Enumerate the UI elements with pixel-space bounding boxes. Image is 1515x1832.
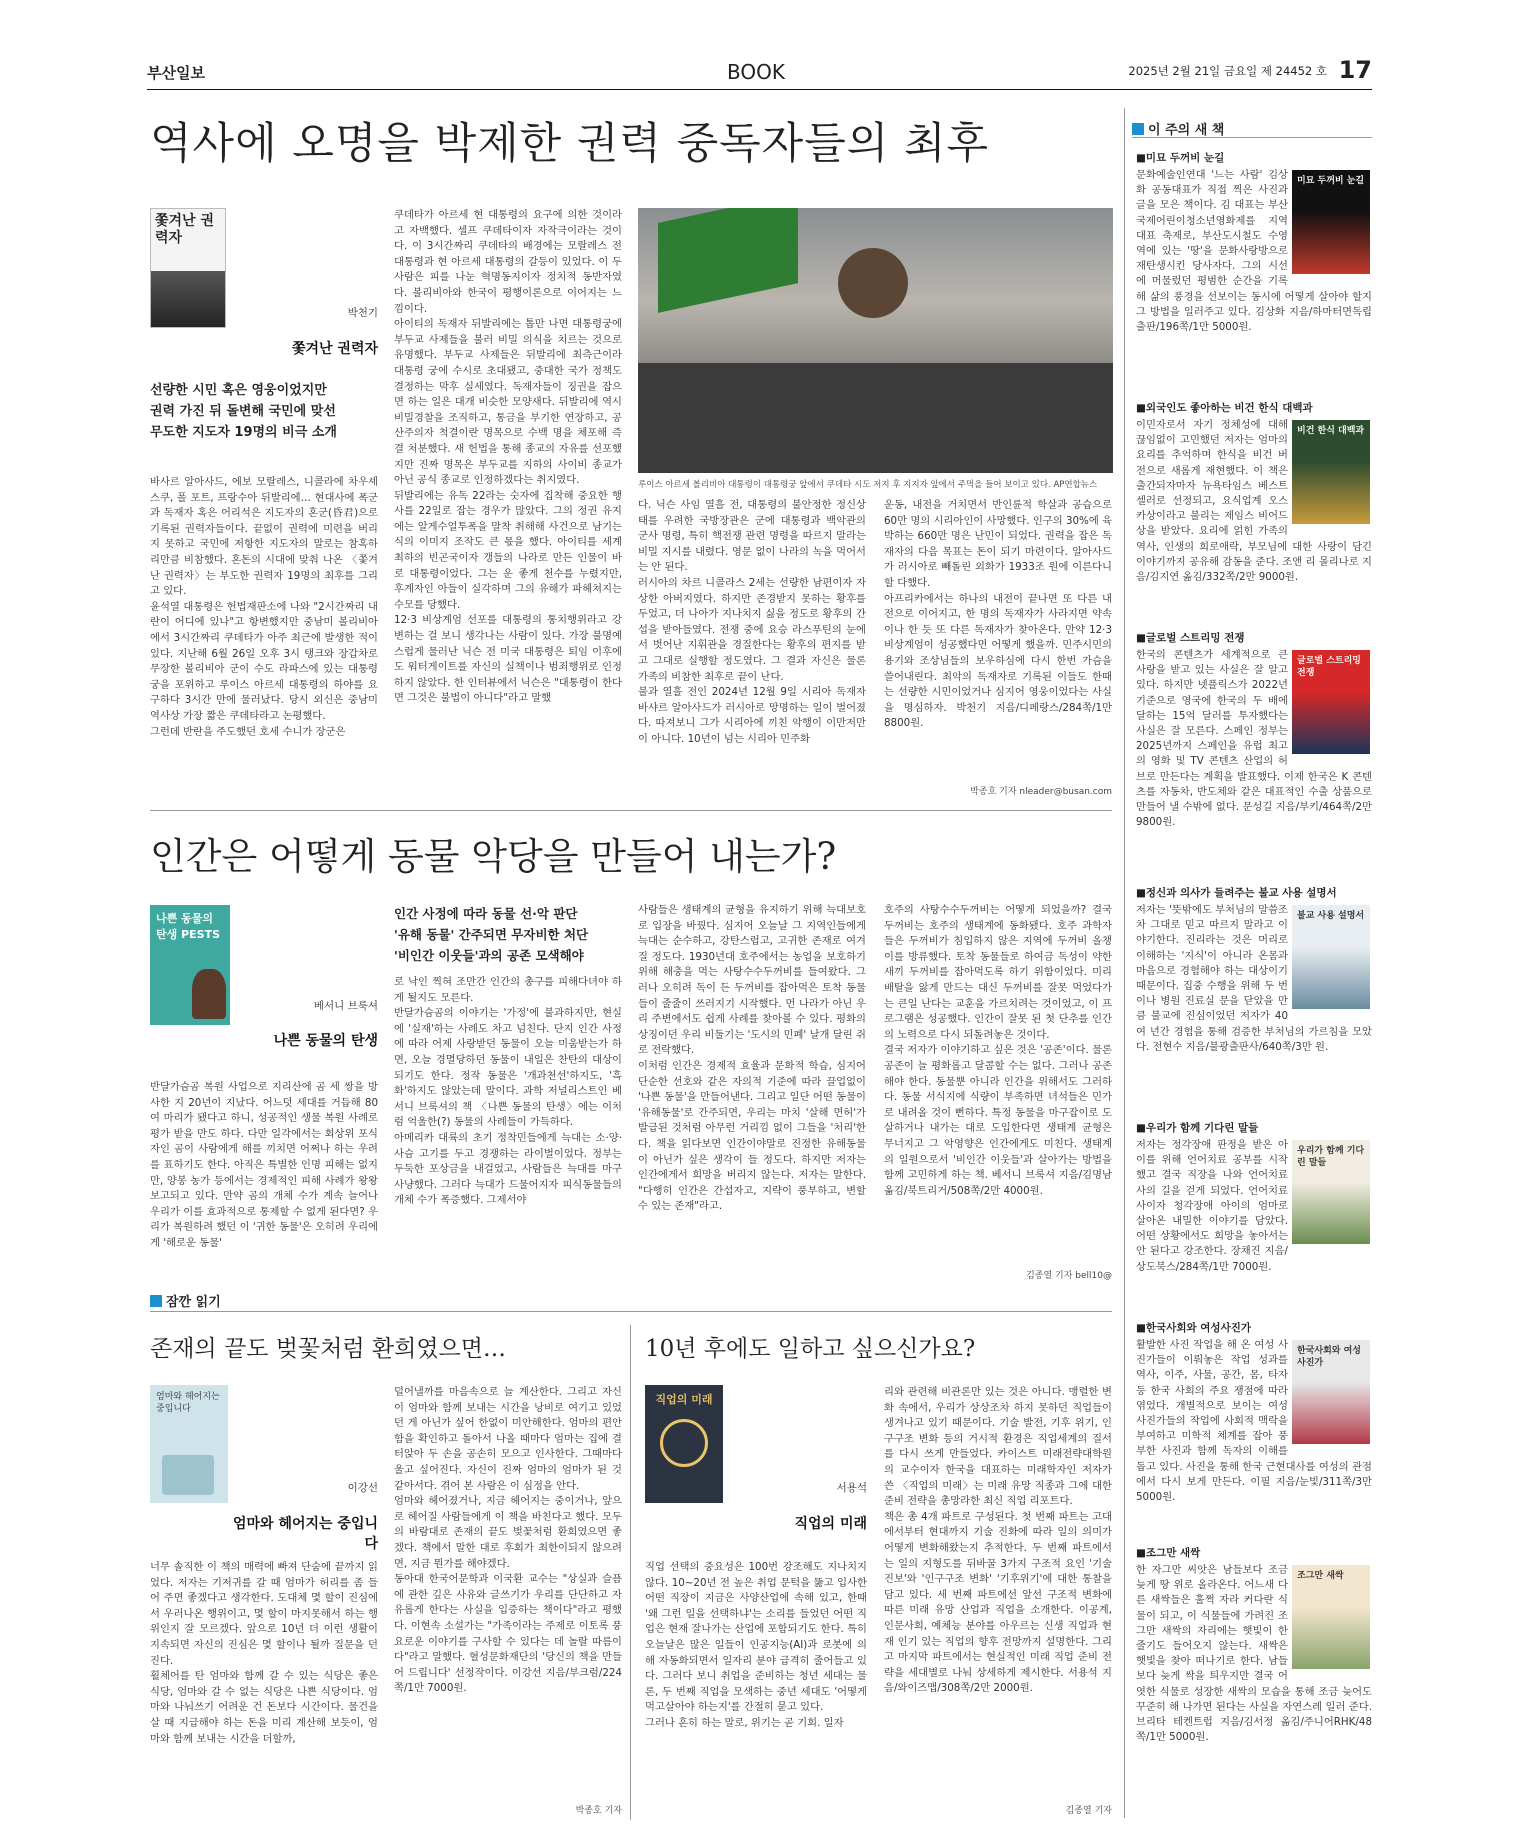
sidebar-title: 이 주의 새 책 — [1148, 123, 1225, 138]
a2-book-title: 나쁜 동물의 탄생 — [273, 1033, 378, 1049]
a3-cover-illustration — [162, 1455, 214, 1495]
sidebar-cover-text: 한국사회와 여성사진가 — [1297, 1346, 1361, 1368]
a1-author: 박천기 — [347, 307, 378, 319]
a4-cover-text: 직업의 미래 — [655, 1393, 713, 1406]
sidebar-cover-text: 비건 한식 대백과 — [1297, 426, 1365, 436]
a2-headline: 인간은 어떻게 동물 악당을 만들어 내는가? — [150, 835, 837, 878]
a3-col2: 덜어낼까를 마음속으로 늘 계산한다. 그리고 자신이 엄마와 함께 보내는 시간을 낭비로 여기고 있었던 게 아닌가 싶어 한없이 미안해한다. 엄마의 편안함을 확인하고 돌아서 나올 때마다 엄마는 집에 결터앉아 두 손을 공손히 모으고 인사한다. 그때마다 울고 싶어진다. 자신이 진짜 엄마의 엄마가 된 것 같아서다. 겪어 본 사람은 이 심정을 안다. 엄마와 헤어졌거나, 지금 헤어지는 중이거나, 앞으로 헤어질 사람들에게 이 책을 바친다고 했다. 모두의 바람대로 존재의 끝도 벚꽃처럼 환희였으면 좋겠다. 책에서 말한 대로 후회가 최한이되지 않으려면, 지금 뭔가를 해야겠다. 동아대 한국어문학과 이국환 교수는 "상실과 슬픔에 관한 깊은 사유와 글쓰기가 우리를 단단하고 자유롭게 한다는 사실을 입증하는 책이다"라고 평했다. 이현속 소설가는 "가족이라는 주제로 이토록 풍요로운 이야기를 구사할 수 있다는 데 놀랄 따름이다"라고 말했다. 혈성문화재단의 '당신의 책을 만들어 드립니다' 선정작이다. 이강선 지음/부크럼/224쪽/1만 7000원. — [394, 1386, 622, 1695]
paper-name: 부산일보 — [147, 65, 205, 82]
a4-book-cover — [645, 1385, 723, 1503]
sidebar-item-text — [1136, 1338, 1372, 1548]
sidebar-item-title: ■한국사회와 여성사진가 — [1136, 1322, 1252, 1334]
sidebar-divider — [1124, 108, 1125, 1818]
page-number: 17 — [1338, 56, 1372, 84]
sidebar-cover-text: 미묘 두꺼비 눈길 — [1297, 176, 1365, 186]
sidebar-item-text — [1136, 903, 1372, 1123]
sidebar-cover-spacer — [1288, 903, 1372, 1011]
sidebar-item-title: ■조그만 새싹 — [1136, 1547, 1201, 1559]
a1-cover-title: 쫓겨난 권력자 — [151, 209, 225, 271]
sidebar-cover-text: 우리가 함께 기다린 말들 — [1297, 1146, 1365, 1168]
a1-col2: 쿠데타가 아르세 현 대통령의 요구에 의한 것이라고 자백했다. 셀프 쿠데타이자 자작극이라는 것이다. 이 3시간짜리 쿠데타의 배경에는 모랄레스 전 대통령과 현 아르세 대통령의 갈등이 있었다. 이 두 사람은 피를 나눈 혁명동지이자 정치적 동반자였다. 볼리비아와 한국이 평행이론으로 이어지는 느낌이다. 아이티의 독재자 뒤발리에는 톱만 나면 대통령궁에 부두교 사제들을 불러 비밀 의식을 치르는 것으로 유명했다. 부두교 사제들은 뒤발리에 최측근이라 대통령 궁에 수시로 초대됐고, 중대한 국가 정책도 결정하는 막후 실세였다. 독재자들이 징권을 잡으면 하는 일은 대개 비슷한 모양새다. 뒤발리에 역시 비밀경찰을 조직하고, 통금을 부기한 연장하고, 공산주의자 척결이란 명목으로 수백 명을 체포해 즉결 처분했다. 새 헌법을 통해 종교의 자유를 선포했지만 진짜 명목은 부두교를 지하의 사이비 종교가 아닌 공식 종교로 인정하겠다는 취지였다. 뒤발리에는 유독 22라는 숫자에 집착해 중요한 행사를 22일로 잡는 경우가 많았다. 그의 정권 유지에는 알게수얼투폭을 말착 취해해 사건으로 남기는 식의 이미지 조작도 큰 몫을 했다. 아이티를 세계 최하의 빈곤국이자 갱들의 나라로 만든 인물이 바로 대통령이었다. 그는 운 좋게 천수를 누렸지만, 후계자인 아들이 실각하며 그의 유해가 파헤쳐지는 수모를 당했다. 12·3 비상계엄 선포를 대통령의 통치행위라고 강변하는 걸 보니 생각나는 사람이 있다. 가장 불명예스럽게 물러난 닉슨 전 미국 대통령은 퇴임 이후에도 워터게이트를 자신의 실책이나 범죄행위로 인정하지 않았다. 한 인터뷰에서 닉슨은 "대통령이 한다면 그것은 불법이 아니다"라고 말했 — [394, 209, 622, 705]
a1-cover-photo — [151, 271, 225, 328]
section-label-bar — [150, 1290, 1112, 1312]
sidebar-item-body: 문화예술인연대 '느는 사람' 김상화 공동대표가 직접 찍은 사진과 글을 모은 책이다. 김 대표는 부산국제어린이청소년영화제를 지역 대표 축제로, 부산도시철도 수영역에 있는 '땅'을 문화사랑방으로 재탄생시킨 당사자다. 그의 시선에 머물렀던 평범한 순간을 기록해 삶의 풍경을 선보이는 동시에 어떻게 살아야 할지 그 방법을 일러주고 있다. 김상화 지음/하마터면독립출판/196쪽/1만 5000원. — [1136, 169, 1372, 334]
a3-book-cover — [150, 1385, 228, 1503]
a1-caption-text: 루이스 아르세 볼리비아 대통령이 대통령궁 앞에서 쿠데타 시도 저지 후 지지자 앞에서 주먹을 들어 보이고 있다. — [638, 480, 1051, 490]
sidebar-item-body: 한 자그만 씨앗은 남들보다 조금 늦게 땅 위로 올라온다. 어느새 다른 새싹들은 훌쩍 자라 커다란 식물이 되고, 이 식물들에 가려진 조그만 새싹의 자리에는 햇빛이 한 줄기도 들어오지 않는다. 새싹은 햇빛을 찾아 떠나기로 한다. 남들보다 늦게 싹을 틔우지만 결국 어엿한 식물로 성장한 새싹의 모습을 통해 조금 늦어도 꾸준히 해 나가면 된다는 사실을 자연스레 일러 준다. 브리타 테켄트럽 지음/김서정 옮김/주니어RHK/48쪽/1만 5000원. — [1136, 1564, 1372, 1744]
sidebar-cover-spacer — [1288, 1138, 1372, 1246]
a1-col4: 운동, 내전을 거치면서 반인륜적 학살과 공습으로 60만 명의 시리아인이 사망했다. 인구의 30%에 육박하는 660만 명은 난민이 되었다. 권력을 잡은 독재자의 다음 목표는 돈이 되기 마련이다. 알아사드가 러시아로 빼돌린 외화가 1933조 원에 이른다니 할 다했다. 아프리카에서는 하나의 내전이 끝나면 또 다른 내전으로 이어지고, 한 명의 독재자가 사라지면 약속이나 한 듯 또 다른 독재자가 찾아온다. 만약 12·3 비상계엄이 성공했다면 어떻게 했을까. 민주시민의 용기와 조상님들의 보우하심에 다시 한번 가슴을 쓸어내린다. 최악의 독재자로 기록된 이들도 한때는 선량한 시민이었거나 심지어 영웅이었다는 사실을 명심하자. 박천기 지음/디페랑스/284쪽/1만 8800원. — [884, 499, 1112, 730]
a2-cover-text: 나쁜 동물의 탄생 PESTS — [156, 912, 221, 941]
a3-headline: 존재의 끝도 벚꽃처럼 환희였으면… — [150, 1336, 506, 1362]
sidebar-cover-spacer — [1288, 1338, 1372, 1446]
a2-sub-2: '유해 동물' 간주되면 무자비한 처단 — [394, 927, 589, 942]
a2-byline: 김종열 기자 bell10@ — [1026, 1271, 1112, 1281]
section-marker-icon — [150, 1295, 162, 1307]
a2-col2: 로 낙인 찍혀 조만간 인간의 총구를 피해다녀야 하게 될지도 모른다. 반달가슴곰의 이야기는 '가정'에 불과하지만, 현실에 '실재'하는 사례도 차고 넘친다. 단지 인간 사정에 따라 어제 사랑받던 동물이 오늘 미움받는가 하면, 오늘 경멸당하던 동물이 내일은 찬탄의 대상이 되기도 한다. 정작 동물은 '개과천선'하지도, '흑화'하지도 않았는데 말이다. 과학 저널리스트인 베서니 브룩셔의 책 〈나쁜 동물의 탄생〉에는 이처럼 억울한(?) 동물의 사례들이 가득하다. 아메리카 대륙의 초기 정착민들에게 늑대는 소·양·사슴 고기를 두고 경쟁하는 라이벌이었다. 정부는 두둑한 포상금을 내걸었고, 사람들은 늑대를 마구 사냥했다. 그러다 늑대가 드물어지자 피식동물들의 개체 수가 폭증했다. 그제서야 — [394, 976, 622, 1207]
a1-col3: 다. 닉슨 사임 열흘 전, 대통령의 불안정한 정신상태를 우려한 국방장관은 군에 대통령과 백악관의 군사 명령, 특히 핵전쟁 관련 명령을 따르지 말라는 비밀 지시를 내렸다. 영문 없이 나라의 녹을 먹어서는 안 된다. 러시아의 차르 니콜라스 2세는 선량한 남편이자 자상한 아버지였다. 하지만 존경받지 못하는 황후를 두었고, 더 나아가 지나치지 싫을 정도로 황후의 간섭을 받아들였다. 전쟁 중에 요승 라스푸틴의 눈에서 벗어난 지휘관을 경질한다는 황후의 편지를 받고 그대로 실행할 정도였다. 그 결과 자신은 물론 가족의 비참한 최후로 끝이 난다. 불과 열흘 전인 2024년 12월 9일 시리아 독재자 바샤르 알아사드가 러시아로 망명하는 일이 벌어졌다. 따져보니 그가 시리아에 끼친 악행이 이만저만이 아니다. 10년이 넘는 시리아 민주화 — [638, 499, 866, 745]
a4-byline: 김종열 기자 — [1065, 1806, 1112, 1816]
a3-book-title: 엄마와 헤어지는 중입니다 — [233, 1516, 378, 1552]
a1-col1: 바사르 알아사드, 에보 모랄레스, 니콜라에 차우셰스쿠, 폴 포트, 프랑수아 뒤발리에… 현대사에 폭군과 독재자 혹은 어리석은 지도자의 혼군(昏君)으로 기록된 권력자들이다. 끝없이 권력에 미련을 버리지 못하고 국민에 저항한 지도자의 말로는 참혹하리만큼 비참했다. 혼돈의 시대에 맞춰 나온 〈쫓겨난 권력자〉는 부도한 권력자 19명의 최후를 그리고 있다. 윤석열 대통령은 헌법재판소에 나와 "2시간짜리 내란이 어디에 있나"고 항변했지만 중남미 볼리비아에서 3시간짜리 쿠데타가 아주 최근에 발생한 적이 있다. 지난해 6월 26일 오후 3시 탱크와 장갑차로 무장한 볼리비아 군이 수도 라파스에 있는 대통령궁을 포위하고 루이스 아르세 대통령의 하야를 요구하다 3시간 만에 물러났다. 당시 외신은 중남미 역사상 가장 짧은 쿠데타라고 논평했다. 그런데 반란을 주도했던 호세 수니가 장군은 — [150, 476, 378, 738]
sidebar-cover-text: 불교 사용 설명서 — [1297, 911, 1365, 921]
a1-headline: 역사에 오명을 박제한 권력 중독자들의 최후 — [150, 119, 990, 169]
a4-author: 서용석 — [836, 1482, 867, 1494]
section-name: BOOK — [727, 60, 785, 84]
divider-1 — [150, 810, 1112, 811]
a2-book-cover — [150, 905, 230, 1025]
a1-photo-figure — [838, 248, 908, 318]
sidebar-cover-spacer — [1288, 418, 1372, 526]
sidebar-item-title: ■미묘 두꺼비 눈길 — [1136, 152, 1225, 164]
a1-photo-credit: AP연합뉴스 — [1053, 480, 1098, 490]
a1-sub-3: 무도한 지도자 19명의 비극 소개 — [150, 425, 337, 440]
section-label: 잠깐 읽기 — [166, 1295, 221, 1310]
a3-cover-text: 엄마와 헤어지는 중입니다 — [156, 1392, 220, 1414]
sidebar-item-body: 저자는 정각장애 판정을 받은 아이를 위해 언어치료 공부를 시작했고 결국 직장을 나와 언어치료사의 길을 걷게 되었다. 언어치료사이자 청각장애 아이의 엄마로 살아온 내밀한 이야기를 담았다. 어떤 상황에서도 희망을 놓아서는 안 된다고 강조한다. 장채진 지음/상도북스/284쪽/1만 7000원. — [1136, 1139, 1288, 1273]
a3-author: 이강선 — [347, 1482, 378, 1494]
a2-author: 베서니 브룩셔 — [313, 1000, 378, 1012]
a4-col1: 직업 선택의 중요성은 100번 강조해도 지나치지 않다. 10~20년 전 높은 취업 문턱을 뚫고 입사한 어떤 직장이 지금은 사양산업에 속해 있고, 한때 '왜 그런 일을 선택하냐'는 소리를 들었던 어떤 직업은 현재 잘나가는 산업에 포함되기도 한다. 특히 오늘날은 많은 일들이 인공지능(AI)과 로봇에 의해 자동화되면서 일자리 분야 급격히 줄어들고 있다. 그러다 보니 취업을 준비하는 청년 세대는 물론, 두 번째 직업을 모색하는 중년 세대도 '어떻게 먹고살아야 하는지'를 간절히 묻고 있다. 그러나 흔히 하는 말로, 위기는 곧 기회. 일자 — [645, 1561, 867, 1729]
a2-sub-1: 인간 사정에 따라 동물 선·악 판단 — [394, 906, 578, 921]
a2-sub-3: '비인간 이웃들'과의 공존 모색해야 — [394, 948, 584, 963]
a4-cover-emblem — [660, 1419, 708, 1467]
a2-cover-bear — [192, 969, 226, 1019]
a1-caption — [638, 478, 1113, 490]
sidebar-cover-spacer — [1288, 168, 1372, 276]
a1-photo-crowd — [638, 363, 1113, 473]
a1-subheads — [150, 380, 380, 443]
sidebar-cover-text: 글로벌 스트리밍 전쟁 — [1297, 656, 1361, 678]
sidebar-item-text — [1136, 168, 1372, 403]
sidebar-header — [1132, 118, 1372, 138]
a1-photo-flag — [658, 208, 798, 313]
sidebar-item-text — [1136, 648, 1372, 888]
a1-sub-2: 권력 가진 뒤 돌변해 국민에 맞선 — [150, 404, 336, 419]
a3-byline: 박종호 기자 — [575, 1806, 622, 1816]
a2-col3: 사람들은 생태계의 균형을 유지하기 위해 늑대보호로 입장을 바꿨다. 심지어 오늘날 그 지역인들에게 늑대는 순수하고, 강탄스럽고, 고귀한 존재로 여겨질 정도다. 1930년대 호주에서는 농업을 보호하기 위해 해충을 먹는 사탕수수두꺼비를 들여왔다. 그러나 오히려 독이 든 두꺼비를 잡아먹은 토착 동물들이 줄줄이 쓰러지기 시작했다. 먼 나라가 아닌 우리 주변에서도 쉽게 사례를 찾아볼 수 있다. 평화의 상징이던 우리 비둘기는 '도시의 민폐' 날개 달린 쥐로 전락했다. 이처럼 인간은 경제적 효율과 문화적 학습, 심지어 단순한 선호와 같은 자의적 기준에 따라 끌업없이 '나쁜 동물'을 만들어낸다. 그리고 일단 어떤 동물이 '유해동물'로 간주되면, 우리는 마치 '살해 면허'가 발급된 것처럼 아무런 거리낌 없이 그들을 '처리'한다. 책을 읽다보면 인간이야말로 진정한 유해동물이 아닌가 싶은 생각이 들 정도다. 하지만 저자는 인간에게서 희망을 버리지 않는다. 저자는 말한다. "다행히 인간은 간섭자고, 지략이 풍부하고, 변할 수 있는 존재"라고. — [638, 904, 866, 1213]
a4-col2: 리와 관련해 비관론만 있는 것은 아니다. 맹렬한 변화 속에서, 우리가 상상조차 하지 못하던 직업들이 생겨나고 있기 때문이다. 기술 발전, 기후 위기, 인구구조 변화 등의 거시적 환경은 직업세계의 질서를 다시 쓰게 만들었다. 카이스트 미래전략대학원의 교수이자 한국을 대표하는 미래학자인 저자가 쓴 〈직업의 미래〉는 미래 유망 직종과 그에 대한 준비 전략을 총망라한 최신 직업 리포트다. 책은 총 4개 파트로 구성된다. 첫 번째 파트는 고대에서부터 현대까지 기술 진화에 따라 일의 의미가 어떻게 변화해왔는지 추적한다. 두 번째 파트에서는 일의 지형도를 뒤바꿀 3가지 구조적 요인 '기술 진보'와 '인구구조 변화' '기후위기'에 대한 통찰을 담고 있다. 세 번째 파트에선 앞선 구조적 변화에 따른 미래 유망 산업과 직업을 소개한다. 이공계, 인문사회, 예체능 분야를 아우르는 신생 직업과 현재 인기 있는 직업의 향후 전망까지 설명한다. 그리고 마지막 파트에서는 현실적인 미래 직업 준비 전략을 세대별로 나눠 상세하게 제시한다. 서용석 지음/와이즈맵/308쪽/2만 2000원. — [884, 1386, 1112, 1695]
sidebar-item-title: ■정신과 의사가 들려주는 불교 사용 설명서 — [1136, 887, 1337, 899]
sidebar-item-title: ■글로벌 스트리밍 전쟁 — [1136, 632, 1245, 644]
issue-date: 2025년 2월 21일 금요일 제 24452 호 — [1128, 64, 1327, 78]
a4-book-title: 직업의 미래 — [794, 1516, 867, 1532]
sidebar-item-body: 저자는 '뜻밖에도 부처님의 말씀조차 그대로 믿고 따르지 말라고 이야기한다. 진리라는 것은 머리로 이해하는 '지식'이 아니라 온몸과 마음으로 경험해야 하는 대상이기 때문이다. 집중 수행을 위해 두 번이나 병원 진료실 문을 닫았을 만큼 불교에 진심이었던 저자가 40여 년간 경험을 통해 검증한 부처님의 가르침을 모았다. 전현수 지음/불광출판사/640쪽/3만 원. — [1136, 904, 1372, 1053]
sidebar-item-text — [1136, 1138, 1372, 1323]
a1-book-cover — [150, 208, 226, 328]
sidebar-item-text — [1136, 418, 1372, 633]
masthead — [147, 56, 1372, 90]
sidebar-cover-spacer — [1288, 1563, 1372, 1671]
sidebar-item-text — [1136, 1563, 1372, 1832]
a2-subheads — [394, 903, 622, 966]
a1-sub-1: 선량한 시민 혹은 영웅이었지만 — [150, 383, 327, 398]
sidebar-item-body: 한국의 콘텐츠가 세계적으로 큰 사랑을 받고 있는 사실은 잘 알고 있다. 하지만 넷플릭스가 2022년 기준으로 영국에 한국의 두 배에 달하는 15억 달러를 투자했다는 사실은 잘 모른다. 스페인 정부는 2025년까지 스페인을 유럽 최고의 영화 및 TV 콘텐츠 산업의 허브로 만든다는 계획을 발표했다. 이제 한국은 K 콘텐츠를 자동차, 반도체와 같은 대표적인 수출 상품으로 만들어 낼 수밖에 없다. 문성길 지음/부키/464쪽/2만 9800원. — [1136, 649, 1372, 829]
a2-col4: 호주의 사탕수수두꺼비는 어떻게 되었을까? 결국 두꺼비는 호주의 생태계에 동화됐다. 호주 과학자들은 두꺼비가 침입하지 않은 지역에 두꺼비 올챙이를 방류했다. 토착 동물들로 하여금 독성이 약한 새끼 두꺼비를 잡아먹도록 하기 위함이었다. 미리 배탈을 앓게 만드는 대신 두꺼비를 잘못 먹었다가는 큰일 난다는 교훈을 가르치려는 것이었고, 이 프로그램은 성공했다. 인간이 잘못 된 첫 단추를 인간의 노력으로 다시 되돌려놓은 것이다. 결국 저자가 이야기하고 싶은 것은 '공존'이다. 물론 공존이 늘 평화롭고 달콤할 수는 없다. 그러나 공존해야 한다. 동물뿐 아니라 인간을 위해서도 그러하다. 동물 서식지에 식량이 부족하면 녀석들은 민가로 내려올 것이 뻔하다. 특정 동물을 마구잡이로 도살하거나 내가는 대로 도입한다면 생태계 균형은 무너지고 그 악영향은 인간에게도 미친다. 생태계의 일원으로서 '비인간 이웃들'과 살아가는 방법을 함께 고민하게 하는 책. 베서니 브룩셔 지음/김명남 옮김/북트리거/508쪽/2만 4000원. — [884, 904, 1112, 1197]
a2-col1: 반달가슴곰 복원 사업으로 지리산에 곰 세 쌍을 방사한 지 20년이 지났다. 어느덧 세대를 거듭해 80여 마리가 됐다고 하니, 성공적인 생물 복원 사례로 평가 받을 만도 하다. 다만 일각에서는 회상위 포식자인 곰이 사람에게 해를 끼치면 어쩌나 하는 우려를 표하기도 한다. 아직은 특별한 인명 피해는 없지만, 양봉 농가 등에서는 경제적인 피해 사례가 왕왕 보고되고 있다. 만약 곰의 개체 수가 계속 늘어나 우리가 이를 효과적으로 통제할 수 없게 된다면? 우리가 복원하려 했던 이 '귀한 동물'은 오히려 우리에게 '해로운 동물' — [150, 1081, 378, 1249]
sidebar-item-body: 이민자로서 자기 정체성에 대해 끊임없이 고민했던 저자는 엄마의 요리를 추억하며 한식을 비건 버전으로 새롭게 재현했다. 이 책은 출간되자마자 뉴욕타임스 베스트셀러로 선정되고, 요식업계 오스카상이라고 불리는 제임스 비어드 상을 받았다. 요리에 얽힌 가족의 역사, 인생의 희로애락, 부모님에 대한 사랑이 담긴 이야기까지 공유해 감동을 준다. 조앤 리 몰리나로 지음/김지연 옮김/332쪽/2만 9000원. — [1136, 419, 1372, 584]
sidebar-item-title: ■외국인도 좋아하는 비건 한식 대백과 — [1136, 402, 1313, 414]
a3-col1: 너무 솔직한 이 책의 매력에 빠져 단숨에 끝까지 읽었다. 저자는 기저귀를 갈 때 엄마가 허리를 좀 들어 주면 좋겠다고 생각한다. 도대체 몇 할이 진심에서 우러나온 행위이고, 몇 할이 마지못해서 하는 행위인지 잘 모르겠다. 앞으로 10년 더 이런 생활이 지속되면 자신의 진심은 몇 할이나 될까 질문을 던진다. 휠체어를 탄 엄마와 함께 갈 수 있는 식당은 좋은 식당, 엄마와 갈 수 없는 식당은 나쁜 식당이다. 엄마와 나눠쓰기 어려운 건 돈보다 시간이다. 물건을 살 때 지급해야 하는 돈을 미리 계산해 보듯이, 엄마와 함께 보내는 시간을 더할까, — [150, 1561, 378, 1745]
sidebar-item-title: ■우리가 함께 기다린 말들 — [1136, 1122, 1259, 1134]
sidebar-cover-text: 조그만 새싹 — [1297, 1571, 1344, 1581]
a1-byline: 박종호 기자 nleader@busan.com — [970, 787, 1112, 797]
a1-book-title: 쫓겨난 권력자 — [291, 341, 378, 357]
sidebar-item-body: 활발한 사진 작업을 해 온 여성 사진가들이 이뤄놓은 작업 성과를 역사, 이주, 사물, 공간, 몸, 타자 등 한국 사회의 주요 쟁점에 따라 엮었다. 개별적으로 보이는 여성 사진가들의 작업에 사회적 맥락을 부여하고 미학적 체계를 잡아 풍부한 사진과 함께 독자의 이해를 돕고 있다. 사진을 통해 한국 근현대사를 여성의 관점에서 다시 보게 만든다. 이필 지음/눈빛/311쪽/3만 5000원. — [1136, 1339, 1372, 1504]
a4-headline: 10년 후에도 일하고 싶으신가요? — [645, 1336, 976, 1362]
divider-2 — [630, 1325, 631, 1820]
a1-photo — [638, 208, 1113, 473]
sidebar-cover-spacer — [1288, 648, 1372, 756]
sidebar-marker-icon — [1132, 123, 1144, 135]
